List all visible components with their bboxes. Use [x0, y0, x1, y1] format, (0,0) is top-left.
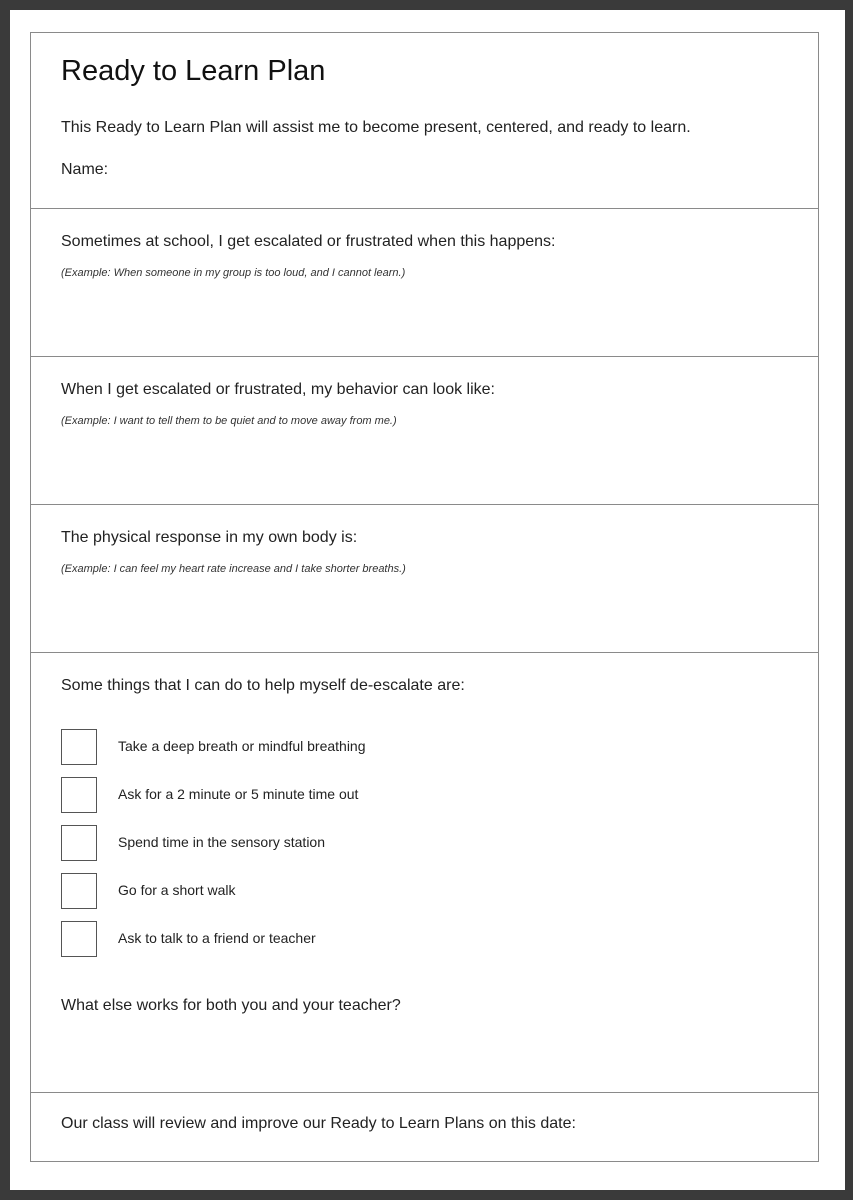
followup-prompt: What else works for both you and your teacher? [61, 997, 401, 1014]
short-walk-checkbox[interactable] [61, 873, 97, 909]
checklist-item-label: Spend time in the sensory station [118, 834, 326, 850]
checklist-item-label: Go for a short walk [118, 882, 236, 898]
trigger-section [31, 209, 818, 357]
checklist-item [61, 825, 661, 863]
intro-text: This Ready to Learn Plan will assist me to become present, centered, and ready to learn. [61, 119, 691, 136]
behavior-prompt: When I get escalated or frustrated, my behavior can look like: [61, 381, 495, 398]
checklist-item [61, 729, 661, 767]
physical-response-section [31, 505, 818, 653]
talk-friend-checkbox[interactable] [61, 921, 97, 957]
document-page [10, 10, 845, 1190]
deescalate-section [31, 653, 818, 1093]
checklist-item [61, 777, 661, 815]
name-label: Name: [61, 161, 109, 178]
checklist-item-label: Take a deep breath or mindful breathing [118, 738, 366, 754]
header-section [31, 33, 818, 209]
checklist-item [61, 873, 661, 911]
review-text: Our class will review and improve our Ready to Learn Plans on this date: [61, 1115, 576, 1132]
behavior-section [31, 357, 818, 505]
trigger-prompt: Sometimes at school, I get escalated or frustrated when this happens: [61, 233, 556, 250]
page-title: Ready to Learn Plan [61, 55, 326, 87]
plan-form [30, 32, 819, 1162]
time-out-checkbox[interactable] [61, 777, 97, 813]
behavior-example: (Example: I want to tell them to be quiet and to move away from me.) [61, 415, 397, 427]
physical-response-prompt: The physical response in my own body is: [61, 529, 358, 546]
deep-breath-checkbox[interactable] [61, 729, 97, 765]
sensory-station-checkbox[interactable] [61, 825, 97, 861]
physical-response-example: (Example: I can feel my heart rate increase and I take shorter breaths.) [61, 563, 406, 575]
checklist-item-label: Ask to talk to a friend or teacher [118, 930, 316, 946]
checklist-item-label: Ask for a 2 minute or 5 minute time out [118, 786, 359, 802]
deescalate-prompt: Some things that I can do to help myself de-escalate are: [61, 677, 465, 694]
review-section [31, 1093, 818, 1161]
trigger-example: (Example: When someone in my group is too loud, and I cannot learn.) [61, 267, 406, 279]
checklist-item [61, 921, 661, 959]
